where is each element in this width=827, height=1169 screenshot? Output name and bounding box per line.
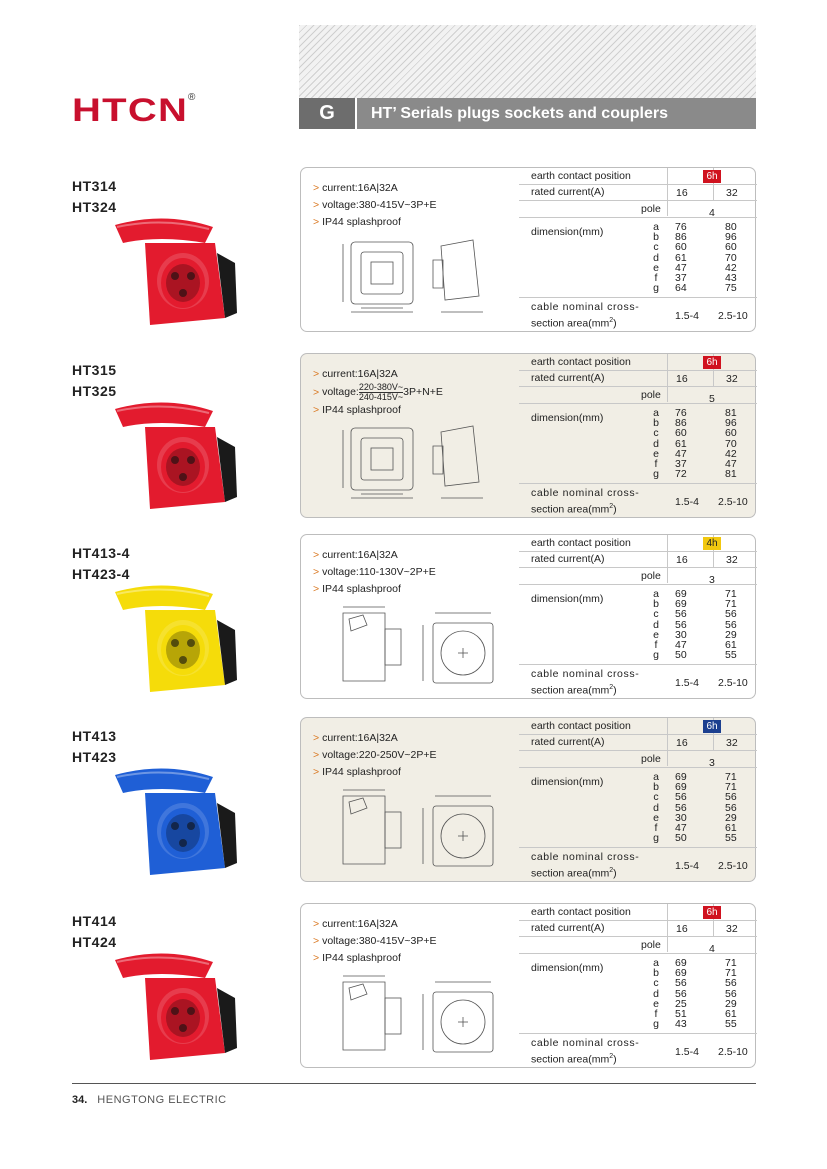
dimension-letters: a b c d e f g: [653, 407, 659, 481]
product-block: [0, 535, 827, 710]
model-code-32a: HT424: [72, 934, 117, 950]
spec-current: > current:16A|32A: [313, 368, 398, 380]
dimension-label: dimension(mm): [531, 226, 604, 238]
earth-label: earth contact position: [531, 170, 631, 182]
model-code-32a: HT423-4: [72, 566, 130, 582]
earth-row: [519, 904, 757, 921]
rated-32: 32: [726, 923, 738, 935]
product-block: [0, 903, 827, 1078]
socket-photo: [105, 948, 250, 1063]
cable-32a: 2.5-10: [718, 1046, 748, 1058]
earth-row: [519, 718, 757, 735]
dimension-16a: 69 69 56 56 30 47 50: [675, 771, 687, 845]
spec-protection: > IP44 splashproof: [313, 404, 401, 416]
pole-label: pole: [641, 939, 661, 951]
rated-32: 32: [726, 737, 738, 749]
cable-32a: 2.5-10: [718, 677, 748, 689]
rated-label: rated current(A): [531, 736, 605, 748]
socket-photo: [105, 580, 250, 695]
earth-row: [519, 354, 757, 371]
model-code-16a: HT314: [72, 178, 117, 194]
rated-16: 16: [676, 554, 688, 566]
rated-16: 16: [676, 373, 688, 385]
spec-list: [313, 730, 437, 781]
pole-value: 4: [709, 943, 715, 955]
spec-current: > current:16A|32A: [313, 549, 398, 561]
section-letter: G: [299, 98, 355, 129]
spec-current: > current:16A|32A: [313, 182, 398, 194]
spec-voltage: > voltage:380-415V~3P+E: [313, 199, 437, 211]
cable-row: [519, 848, 757, 883]
rated-label: rated current(A): [531, 922, 605, 934]
rated-row: [519, 371, 757, 387]
pole-row: [519, 937, 757, 954]
pole-value: 5: [709, 393, 715, 405]
cable-label: cable nominal cross- section $area(mm^2)$: [531, 851, 640, 880]
pole-label: pole: [641, 203, 661, 215]
cable-32a: 2.5-10: [718, 310, 748, 322]
dimension-row: [519, 585, 757, 665]
product-block: [0, 718, 827, 893]
model-code-32a: HT324: [72, 199, 117, 215]
cable-16a: 1.5-4: [675, 677, 699, 689]
pole-row: [519, 387, 757, 404]
spec-current: > current:16A|32A: [313, 918, 398, 930]
spec-protection: > IP44 splashproof: [313, 766, 401, 778]
rated-32: 32: [726, 554, 738, 566]
dimension-letters: a b c d e f g: [653, 588, 659, 662]
section-title: HT’ Serials plugs sockets and couplers: [357, 98, 756, 129]
spec-table: [519, 904, 757, 1069]
dimension-drawing: [323, 603, 523, 693]
rated-row: [519, 921, 757, 937]
spec-table: [519, 168, 757, 333]
dimension-label: dimension(mm): [531, 962, 604, 974]
cable-label: cable nominal cross- section $area(mm^2)$: [531, 668, 640, 697]
spec-voltage: > voltage:110-130V~2P+E: [313, 566, 436, 578]
earth-label: earth contact position: [531, 356, 631, 368]
header-hatch-band: [299, 25, 756, 98]
dimension-label: dimension(mm): [531, 593, 604, 605]
dimension-32a: 71 71 56 56 29 61 55: [725, 771, 737, 845]
dimension-32a: 81 96 60 70 42 47 81: [725, 407, 737, 481]
spec-voltage: > voltage:220-250V~2P+E: [313, 749, 437, 761]
dimension-letters: a b c d e f g: [653, 221, 659, 295]
dimension-label: dimension(mm): [531, 776, 604, 788]
dimension-drawing: [323, 972, 523, 1062]
pole-label: pole: [641, 753, 661, 765]
rated-32: 32: [726, 373, 738, 385]
spec-table: [519, 718, 757, 883]
cable-row: [519, 484, 757, 519]
product-spec-card: [300, 167, 756, 332]
page-footer: [72, 1094, 227, 1106]
spec-list: [313, 916, 437, 967]
product-spec-card: [300, 903, 756, 1068]
earth-label: earth contact position: [531, 720, 631, 732]
pole-row: [519, 568, 757, 585]
earth-label: earth contact position: [531, 906, 631, 918]
dimension-letters: a b c d e f g: [653, 957, 659, 1031]
dimension-32a: 71 71 56 56 29 61 55: [725, 588, 737, 662]
socket-photo: [105, 213, 250, 328]
rated-16: 16: [676, 923, 688, 935]
earth-badge: 6h: [703, 356, 721, 369]
earth-row: [519, 168, 757, 185]
dimension-row: [519, 954, 757, 1034]
pole-label: pole: [641, 570, 661, 582]
dimension-drawing: [323, 422, 523, 512]
rated-label: rated current(A): [531, 186, 605, 198]
dimension-drawing: [323, 786, 523, 876]
cable-32a: 2.5-10: [718, 860, 748, 872]
dimension-16a: 69 69 56 56 25 51 43: [675, 957, 687, 1031]
dimension-row: [519, 218, 757, 298]
model-code-16a: HT315: [72, 362, 117, 378]
spec-list: [313, 547, 436, 598]
model-code-32a: HT423: [72, 749, 117, 765]
cable-16a: 1.5-4: [675, 1046, 699, 1058]
rated-32: 32: [726, 187, 738, 199]
dimension-row: [519, 768, 757, 848]
dimension-drawing: [323, 236, 523, 326]
pole-value: 3: [709, 757, 715, 769]
earth-badge: 4h: [703, 537, 721, 550]
pole-value: 3: [709, 574, 715, 586]
cable-row: [519, 298, 757, 333]
dimension-16a: 76 86 60 61 47 37 64: [675, 221, 687, 295]
spec-table: [519, 535, 757, 700]
cable-16a: 1.5-4: [675, 310, 699, 322]
spec-list: [313, 180, 437, 231]
socket-photo: [105, 763, 250, 878]
rated-label: rated current(A): [531, 553, 605, 565]
pole-label: pole: [641, 389, 661, 401]
spec-protection: > IP44 splashproof: [313, 216, 401, 228]
earth-label: earth contact position: [531, 537, 631, 549]
rated-16: 16: [676, 737, 688, 749]
cable-row: [519, 665, 757, 700]
htcn-logo: HTCN: [72, 92, 189, 128]
registered-mark: ®: [188, 92, 196, 103]
earth-row: [519, 535, 757, 552]
dimension-32a: 80 96 60 70 42 43 75: [725, 221, 737, 295]
dimension-16a: 76 86 60 61 47 37 72: [675, 407, 687, 481]
dimension-16a: 69 69 56 56 30 47 50: [675, 588, 687, 662]
rated-row: [519, 552, 757, 568]
cable-label: cable nominal cross- section $area(mm^2)$: [531, 1037, 640, 1066]
spec-list: [313, 366, 443, 419]
earth-badge: 6h: [703, 720, 721, 733]
earth-badge: 6h: [703, 906, 721, 919]
dimension-32a: 71 71 56 56 29 61 55: [725, 957, 737, 1031]
pole-row: [519, 201, 757, 218]
pole-row: [519, 751, 757, 768]
footer-rule: [72, 1083, 756, 1084]
dimension-letters: a b c d e f g: [653, 771, 659, 845]
socket-photo: [105, 397, 250, 512]
earth-badge: 6h: [703, 170, 721, 183]
product-spec-card: [300, 353, 756, 518]
cable-label: cable nominal cross- section $area(mm^2)$: [531, 301, 640, 330]
rated-16: 16: [676, 187, 688, 199]
spec-protection: > IP44 splashproof: [313, 952, 401, 964]
cable-32a: 2.5-10: [718, 496, 748, 508]
product-block: [0, 352, 827, 527]
model-code-32a: HT325: [72, 383, 117, 399]
model-code-16a: HT413: [72, 728, 117, 744]
cable-16a: 1.5-4: [675, 496, 699, 508]
pole-value: 4: [709, 207, 715, 219]
product-block: [0, 168, 827, 343]
model-code-16a: HT413-4: [72, 545, 130, 561]
company-name: HENGTONG ELECTRIC: [97, 1094, 227, 1106]
spec-table: [519, 354, 757, 519]
dimension-label: dimension(mm): [531, 412, 604, 424]
cable-label: cable nominal cross- section $area(mm^2)$: [531, 487, 640, 516]
spec-voltage: > voltage:380-415V~3P+E: [313, 935, 437, 947]
spec-voltage: > voltage: $\frac{220-380V\sim}{240-415V\sim}$ 3P+N+E: [313, 382, 443, 402]
product-spec-card: [300, 717, 756, 882]
rated-row: [519, 185, 757, 201]
dimension-row: [519, 404, 757, 484]
product-spec-card: [300, 534, 756, 699]
page-number: 34.: [72, 1094, 88, 1106]
spec-protection: > IP44 splashproof: [313, 583, 401, 595]
rated-label: rated current(A): [531, 372, 605, 384]
model-code-16a: HT414: [72, 913, 117, 929]
cable-row: [519, 1034, 757, 1069]
rated-row: [519, 735, 757, 751]
spec-current: > current:16A|32A: [313, 732, 398, 744]
cable-16a: 1.5-4: [675, 860, 699, 872]
